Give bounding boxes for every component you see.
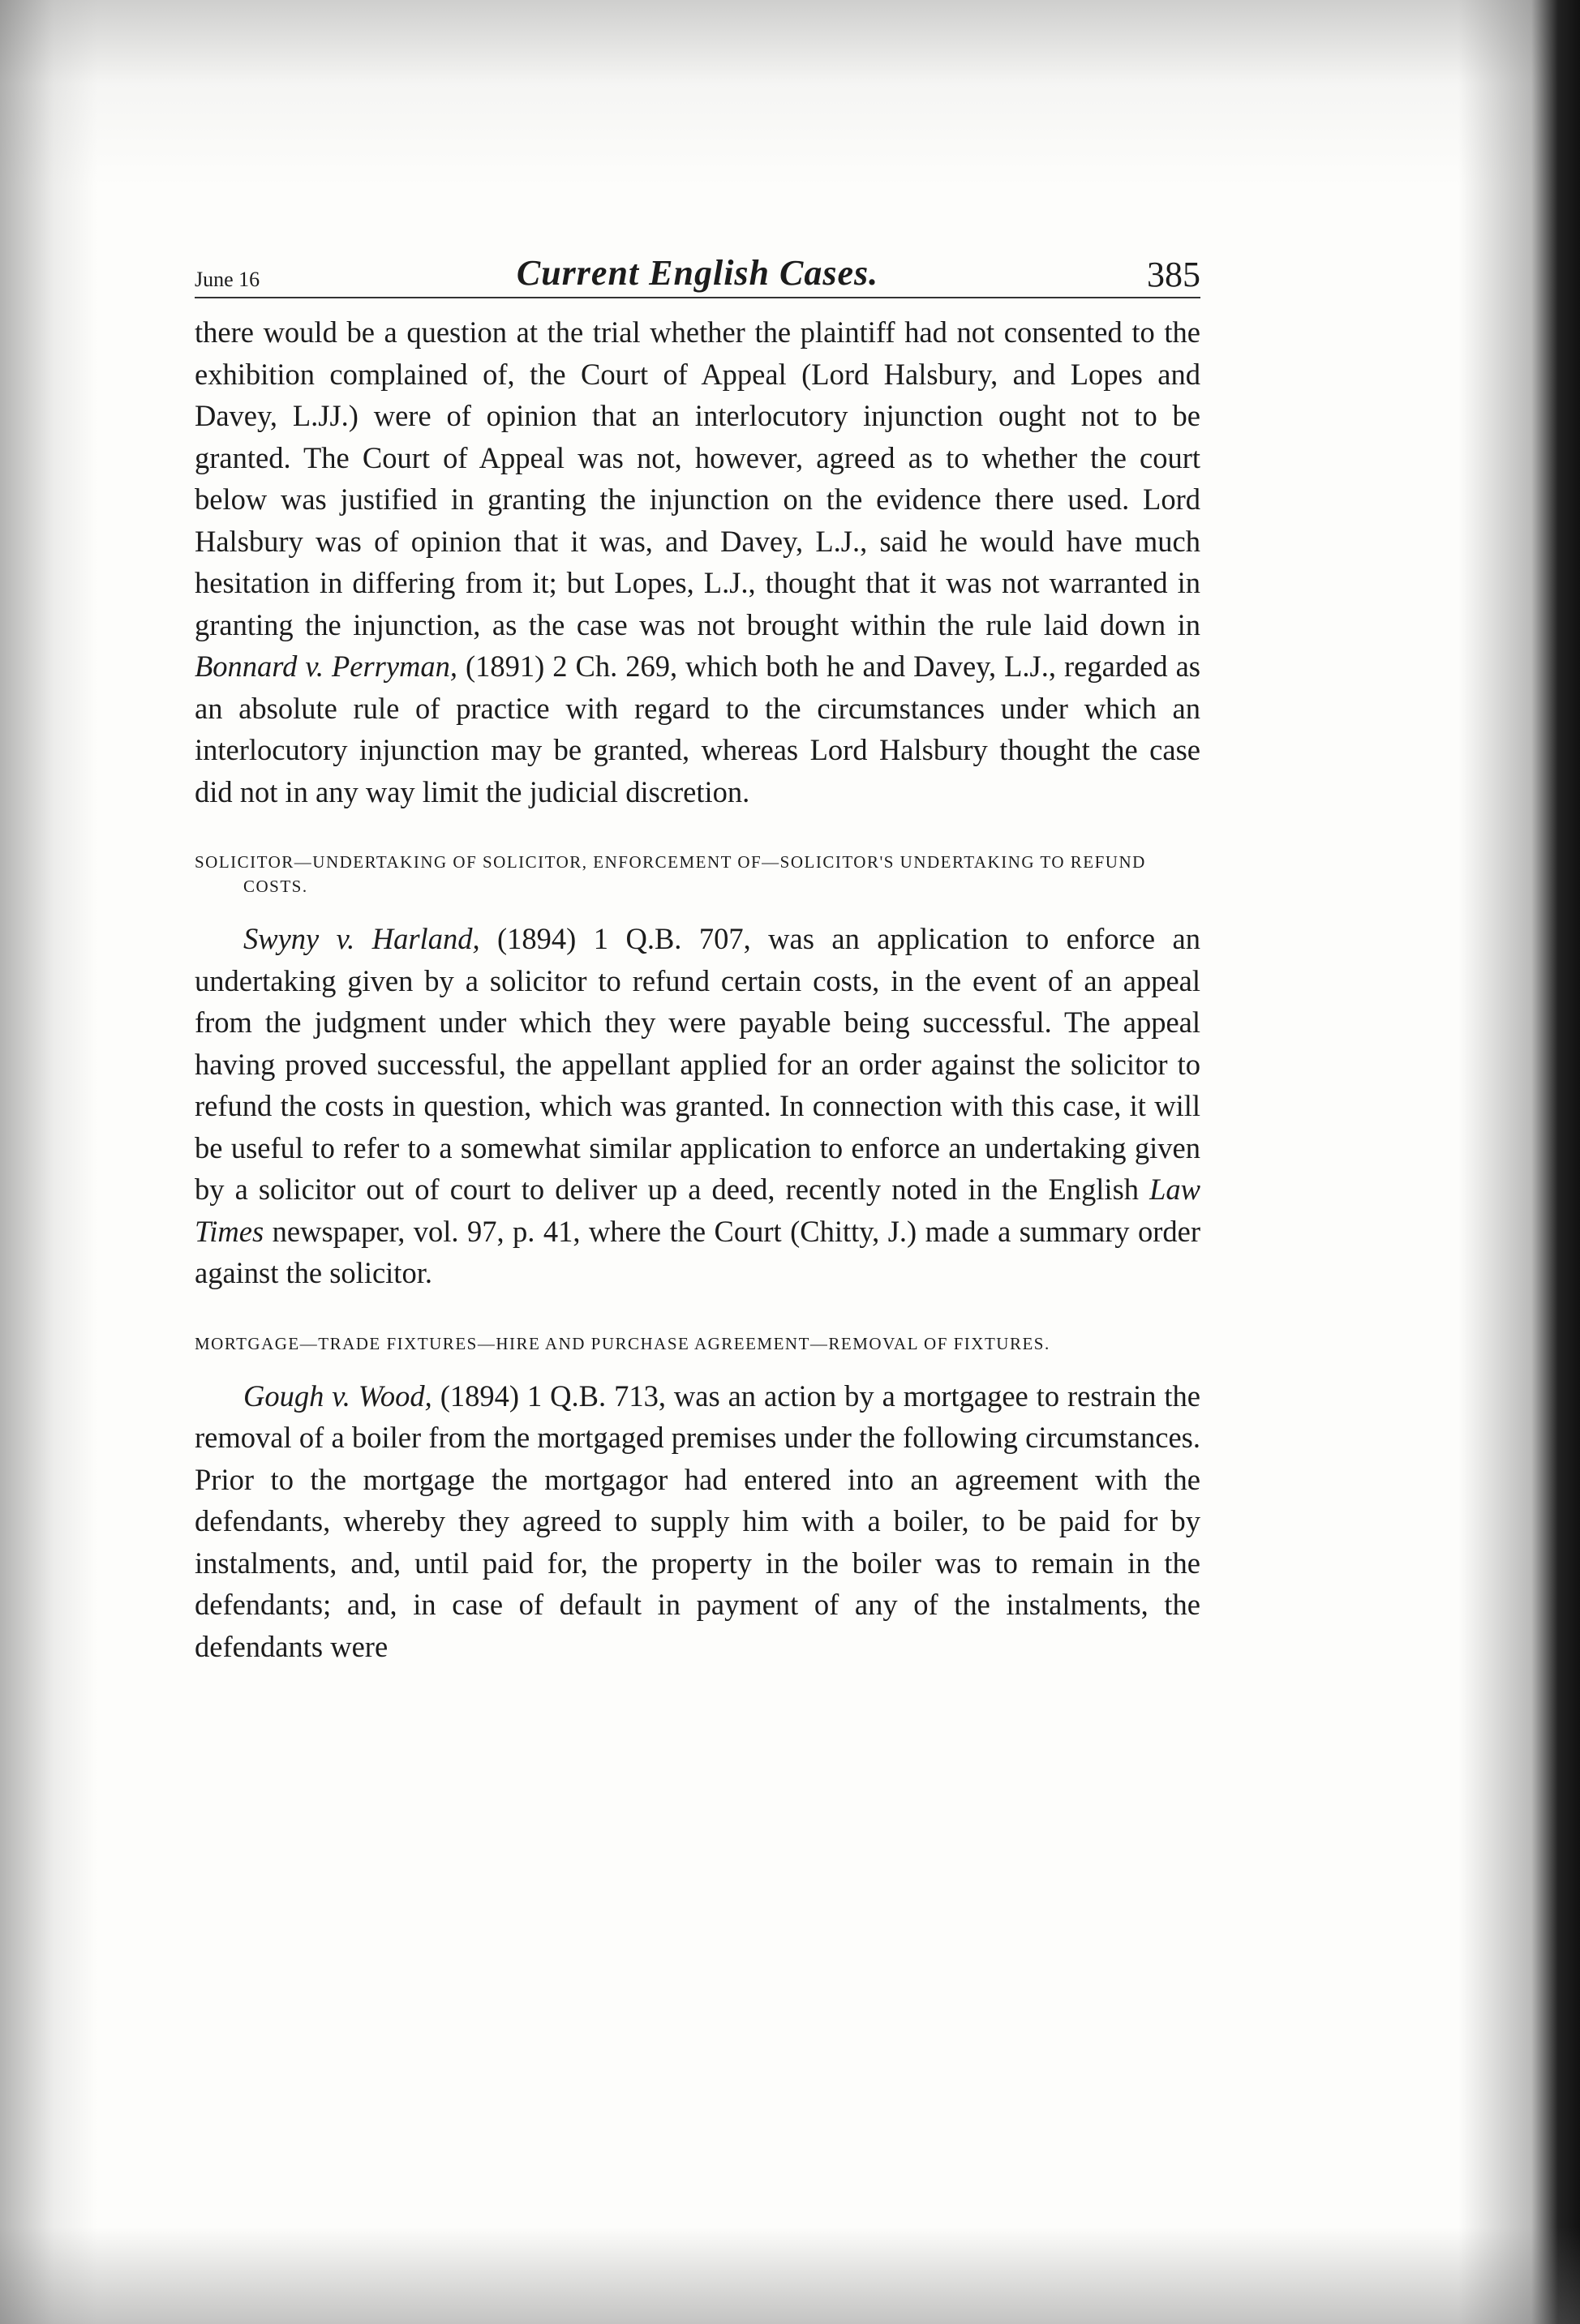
scan-edge-top bbox=[0, 0, 1580, 187]
page-number: 385 bbox=[1147, 255, 1200, 294]
paragraph-1 bbox=[195, 311, 1200, 813]
page-header bbox=[195, 243, 1200, 298]
scan-edge-bottom bbox=[0, 2227, 1580, 2324]
scan-edge-left bbox=[0, 0, 97, 2324]
section-heading-mortgage: MORTGAGE—TRADE FIXTURES—HIRE AND PURCHASE AGREEMENT—REMOVAL OF FIXTURES. bbox=[195, 1333, 1050, 1353]
publication-law-times: Law Times bbox=[195, 1173, 1200, 1248]
scan-edge-right bbox=[1458, 0, 1580, 2324]
paragraph-2-end: newspaper, vol. 97, p. 41, where the Court (Chitty, J.) made a summary order against the solicitor. bbox=[195, 1214, 1200, 1289]
paragraph-3-text: (1894) 1 Q.B. 713, was an action by a mortgagee to restrain the removal of a boiler from the mortgaged premises under the following circumstances. Prior to the mortgage the mortgagor had entered into an agreement with the defendants, whereby they agreed to supply him with a boiler, to be paid for by instalments, and, until paid for, the property in the boiler was to remain in the defendants; and, in case of default in payment of any of the instalments, the defendants were bbox=[195, 1379, 1201, 1663]
paragraph-2-text: (1894) 1 Q.B. 707, was an application to enforce an undertaking given by a solicitor to refund certain costs, in the event of an appeal from the judgment under which they were payable being successful. The appeal having proved successful, the appellant applied for an order against the solicitor to refund the costs in question, which was granted. In connection with this case, it will be useful to refer to a somewhat similar application to enforce an undertaking given by a solicitor out of court to deliver up a deed, recently noted in the English bbox=[195, 922, 1200, 1206]
paragraph-1-end: (1891) 2 Ch. 269, which both he and Davey, L.J., regarded as an absolute rule of practice with regard to the circumstances under which an interlocutory injunction may be granted, whereas Lord Halsbury thought the case did not in any way limit the judicial discretion. bbox=[195, 650, 1200, 808]
case-citation-bonnard: Bonnard v. Perryman, bbox=[195, 650, 458, 683]
paragraph-3 bbox=[195, 1375, 1200, 1668]
case-citation-swyny: Swyny v. Harland, bbox=[243, 922, 480, 955]
running-title: Current English Cases. bbox=[516, 253, 879, 293]
page-body bbox=[195, 311, 1200, 1667]
section-heading-solicitor: SOLICITOR—UNDERTAKING OF SOLICITOR, ENFORCEMENT OF—SOLICITOR'S UNDERTAKING TO REFUND COSTS. bbox=[195, 852, 1146, 896]
case-citation-gough: Gough v. Wood, bbox=[243, 1379, 432, 1413]
header-date: June 16 bbox=[195, 268, 260, 291]
paragraph-1-text: there would be a question at the trial whether the plaintiff had not consented to the exhibition complained of, the Court of Appeal (Lord Halsbury, and Lopes and Davey, L.JJ.) were of opinion that an interlocutory injunction ought not to be granted. The Court of Appeal was not, however, agreed as to whether the court below was justified in granting the injunction on the evidence there used. Lord Halsbury was of opinion that it was, and Davey, L.J., said he would have much hesitation in differing from it; but Lopes, L.J., thought that it was not warranted in granting the injunction, as the case was not brought within the rule laid down in bbox=[195, 315, 1200, 641]
page bbox=[195, 243, 1200, 1667]
paragraph-2 bbox=[195, 918, 1200, 1294]
